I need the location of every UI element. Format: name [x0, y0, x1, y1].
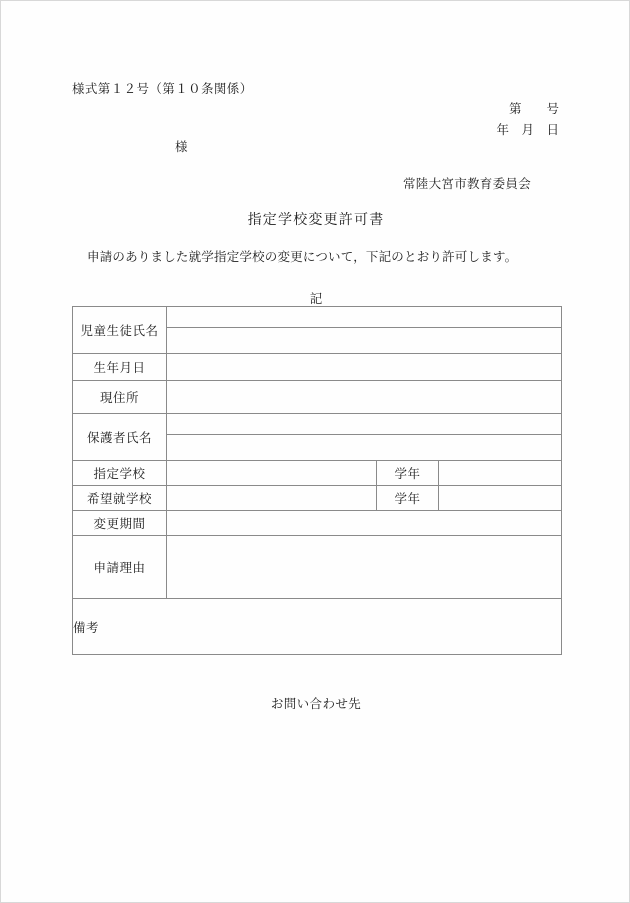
kiji-marker: 記 [309, 291, 323, 306]
split-value-group [167, 307, 561, 353]
page-title: 指定学校変更許可書 [247, 212, 385, 228]
requested-school-field[interactable] [167, 486, 377, 511]
reason-field[interactable] [167, 536, 562, 599]
table-row [73, 414, 562, 461]
birthdate-field[interactable] [167, 354, 562, 381]
table-row [73, 381, 562, 414]
table-row [73, 461, 562, 486]
body-text: 申請のありました就学指定学校の変更について，下記のとおり許可します。 [87, 249, 518, 264]
requested-school-grade-field[interactable] [439, 486, 562, 511]
document-number-line: 第 号 [508, 101, 559, 116]
row-label-requested-school: 希望就学校 [73, 486, 167, 511]
document-meta [496, 99, 559, 140]
student-name-field[interactable] [167, 328, 561, 354]
application-details-table [72, 306, 562, 655]
furigana-row [167, 414, 561, 435]
row-label-guardian-name: 保護者氏名 [73, 414, 167, 461]
student-furigana-field[interactable] [167, 307, 561, 328]
designated-school-grade-field[interactable] [439, 461, 562, 486]
form-number: 様式第１２号（第１０条関係） [72, 81, 253, 96]
row-label-birthdate: 生年月日 [73, 354, 167, 381]
row-label-change-period: 変更期間 [73, 511, 167, 536]
row-value-student-name[interactable] [167, 307, 562, 354]
table-row [73, 486, 562, 511]
grade-label-designated: 学年 [377, 461, 439, 486]
furigana-row [167, 307, 561, 328]
row-label-designated-school: 指定学校 [73, 461, 167, 486]
table-row [73, 511, 562, 536]
document-date-line: 年 月 日 [496, 121, 559, 137]
guardian-name-field[interactable] [167, 435, 561, 461]
issuing-authority: 常陸大宮市教育委員会 [403, 176, 532, 191]
guardian-furigana-field[interactable] [167, 414, 561, 435]
footer-contact-note: お問い合わせ先 [270, 696, 362, 711]
row-label-address: 現住所 [73, 381, 167, 414]
split-value-group [167, 414, 561, 460]
remarks-cell[interactable]: 備考 [73, 599, 562, 655]
name-row [167, 435, 561, 461]
recipient-honorific: 様 [175, 139, 188, 154]
table-row [73, 354, 562, 381]
name-row [167, 328, 561, 354]
table-row [73, 307, 562, 354]
row-label-reason: 申請理由 [73, 536, 167, 599]
table-row [73, 599, 562, 655]
designated-school-field[interactable] [167, 461, 377, 486]
change-period-field[interactable] [167, 511, 562, 536]
row-value-guardian-name[interactable] [167, 414, 562, 461]
table-row [73, 536, 562, 599]
address-field[interactable] [167, 381, 562, 414]
grade-label-requested: 学年 [377, 486, 439, 511]
row-label-student-name: 児童生徒氏名 [73, 307, 167, 354]
